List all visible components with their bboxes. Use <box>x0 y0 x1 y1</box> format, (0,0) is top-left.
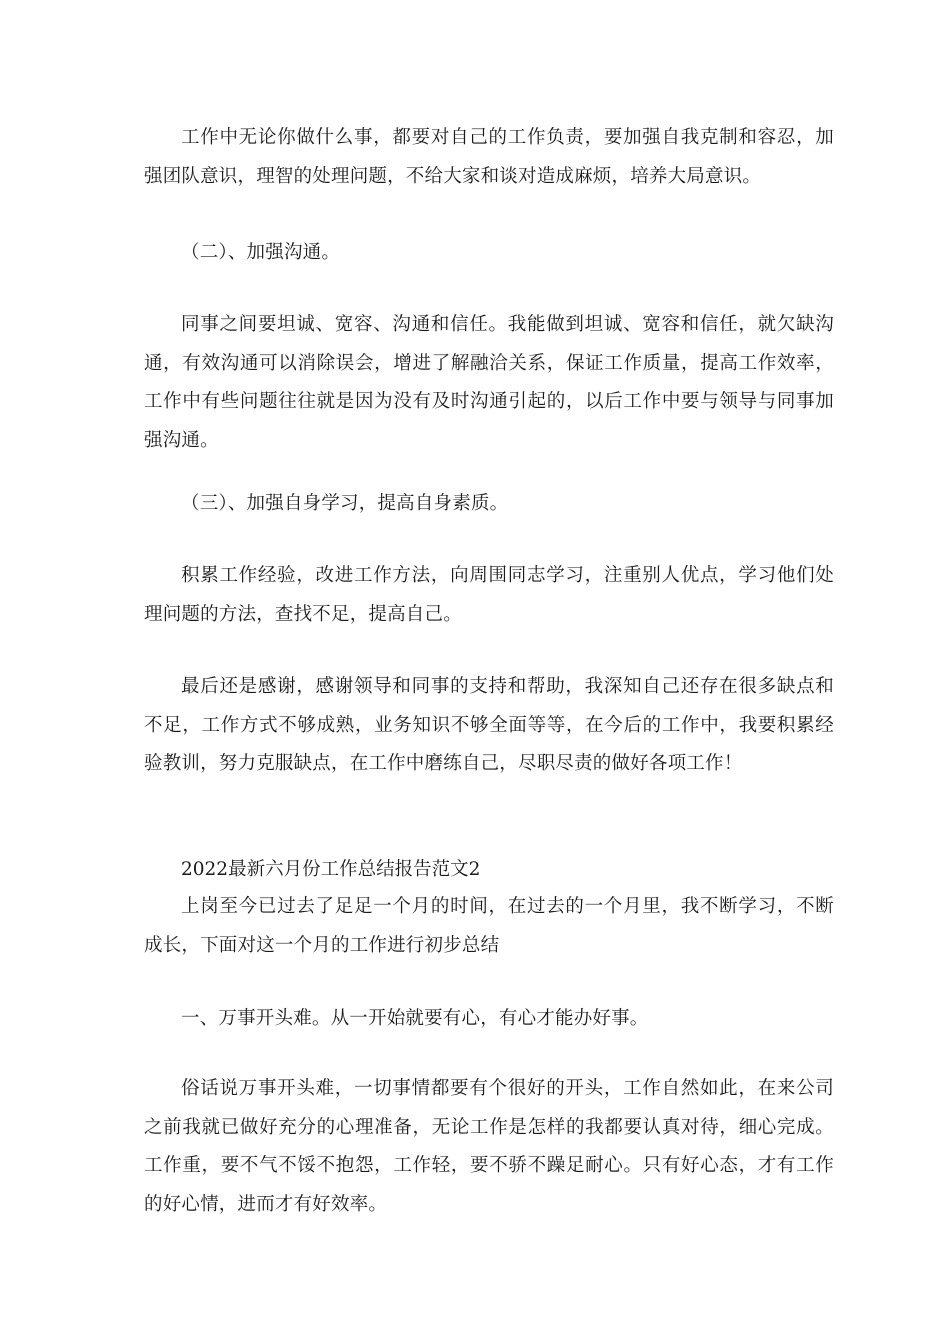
paragraph-intro: 上岗至今已过去了足足一个月的时间，在过去的一个月里，我不断学习，不断成长，下面对这一个月的工作进行初步总结 <box>144 896 834 956</box>
paragraph-closing-thanks: 最后还是感谢，感谢领导和同事的支持和帮助，我深知自己还存在很多缺点和不足，工作方式不够成熟，业务知识不够全面等等，在今后的工作中，我要积累经验教训，努力克服缺点，在工作中磨练自己，尽职尽责的做好各项工作！ <box>144 676 834 774</box>
paragraph-communication: 同事之间要坦诚、宽容、沟通和信任。我能做到坦诚、宽容和信任，就欠缺沟通，有效沟通可以消除误会，增进了解融洽关系，保证工作质量，提高工作效率，工作中有些问题往往就是因为没有及时沟通引起的，以后工作中要与领导与同事加强沟通。 <box>144 314 834 451</box>
section-heading-self-study: （三）、加强自身学习，提高自身素质。 <box>181 493 509 514</box>
section-heading-communication: （二）、加强沟通。 <box>181 242 341 263</box>
section-heading-beginning: 一、万事开头难。从一开始就要有心，有心才能办好事。 <box>181 1008 649 1029</box>
paragraph-self-study: 积累工作经验，改进工作方法，向周围同志学习，注重别人优点，学习他们处理问题的方法，查找不足，提高自己。 <box>144 565 834 625</box>
paragraph-responsibility: 工作中无论你做什么事，都要对自己的工作负责，要加强自我克制和容忍，加强团队意识，理智的处理问题，不给大家和谈对造成麻烦，培养大局意识。 <box>144 127 834 187</box>
paragraph-beginning: 俗话说万事开头难，一切事情都要有个很好的开头，工作自然如此，在来公司之前我就已做好充分的心理准备，无论工作是怎样的我都要认真对待，细心完成。工作重，要不气不馁不抱怨，工作轻，要不骄不躁足耐心。只有好心态，才有工作的好心情，进而才有好效率。 <box>144 1078 834 1215</box>
article-title: 2022最新六月份工作总结报告范文2 <box>181 859 481 880</box>
